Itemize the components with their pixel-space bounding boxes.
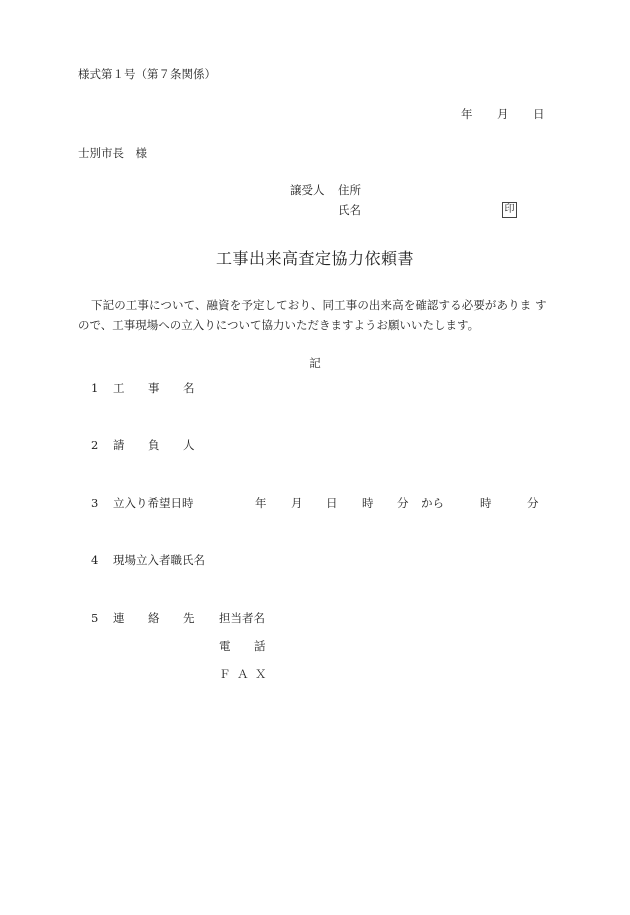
address-label: 住所 <box>338 183 361 197</box>
form-number: 様式第１号（第７条関係） <box>78 67 216 81</box>
fax-label-char: Ｘ <box>255 667 267 681</box>
item-1-label-char: 名 <box>183 381 195 395</box>
item-3-from-label: から <box>421 496 444 510</box>
item-3-end-minute-label: 分 <box>527 496 539 510</box>
item-3-day-label: 日 <box>326 496 338 510</box>
item-2-label-char: 請 <box>113 438 125 452</box>
fax-label-char: Ｆ <box>219 667 231 681</box>
item-3-year-label: 年 <box>255 496 267 510</box>
item-3-end-hour-label: 時 <box>480 496 492 510</box>
addressee: 士別市長 様 <box>78 146 147 160</box>
item-5-number: 5 <box>91 611 99 625</box>
name-label: 氏名 <box>338 203 361 217</box>
assignee-label: 譲受人 <box>290 183 325 197</box>
item-5-label-char: 先 <box>183 611 195 625</box>
item-1-label-char: 事 <box>148 381 160 395</box>
item-3-minute-label: 分 <box>397 496 409 510</box>
date-day-label: 日 <box>533 107 545 121</box>
document-title: 工事出来高査定協力依頼書 <box>215 249 414 268</box>
item-5-label-char: 絡 <box>148 611 160 625</box>
item-4-number: 4 <box>91 553 99 567</box>
item-3-hour-label: 時 <box>362 496 374 510</box>
fax-label-char: Ａ <box>237 667 249 681</box>
telephone-label-char: 話 <box>254 639 266 653</box>
item-3-month-label: 月 <box>291 496 303 510</box>
seal-stamp-box: 印 <box>502 202 517 218</box>
contact-person-label: 担当者名 <box>219 611 265 625</box>
item-2-label-char: 人 <box>183 438 195 452</box>
date-month-label: 月 <box>497 107 509 121</box>
item-3-number: 3 <box>91 496 99 510</box>
item-2-label-char: 負 <box>148 438 160 452</box>
ki-heading: 記 <box>309 356 321 370</box>
body-text-line-1: 下記の工事について、融資を予定しており、同工事の出来高を確認する必要がありま す <box>91 298 547 312</box>
item-2-number: 2 <box>91 438 99 452</box>
date-year-label: 年 <box>461 107 473 121</box>
body-text-line-2: ので、工事現場への立入りについて協力いただきますようお願いいたします。 <box>78 318 480 332</box>
item-1-number: 1 <box>91 381 99 395</box>
item-4-label: 現場立入者職氏名 <box>113 553 205 567</box>
item-5-label-char: 連 <box>113 611 125 625</box>
item-1-label-char: 工 <box>113 381 125 395</box>
item-3-label: 立入り希望日時 <box>113 496 194 510</box>
telephone-label-char: 電 <box>219 639 231 653</box>
